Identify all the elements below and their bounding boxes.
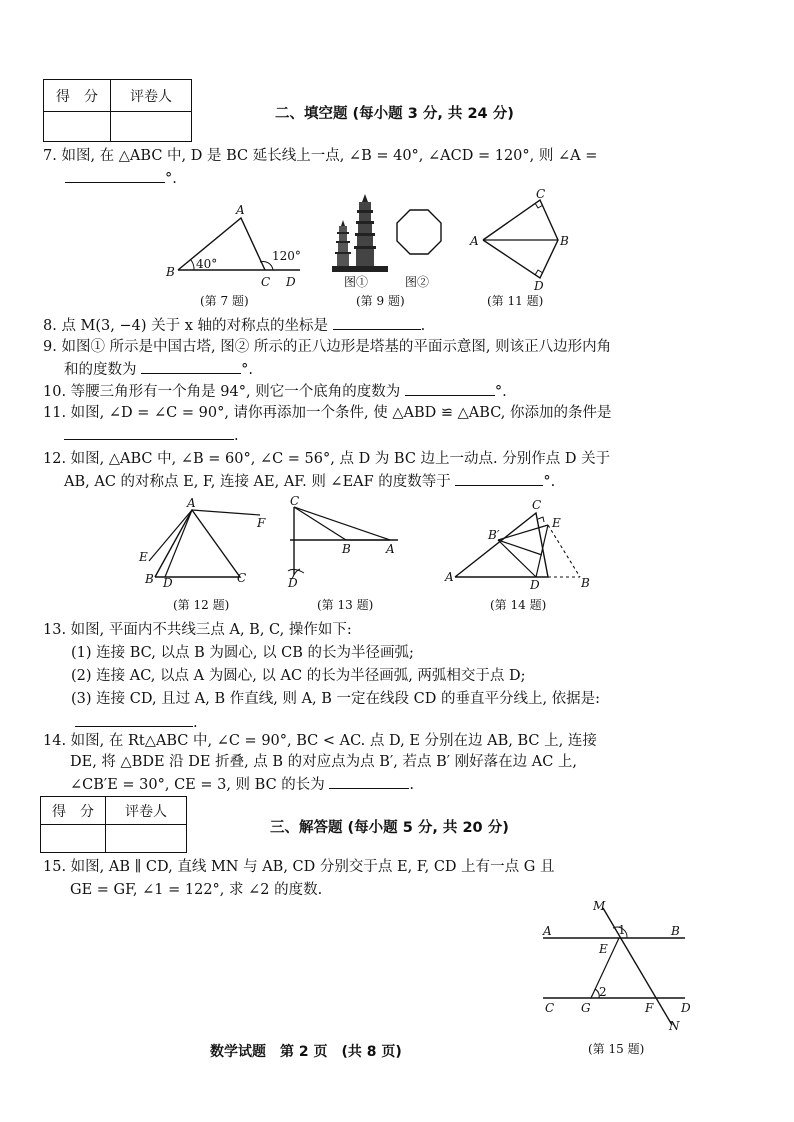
- q15-line1: 15. 如图, AB ∥ CD, 直线 MN 与 AB, CD 分别交于点 E, F, CD 上有一点 G 且: [43, 859, 555, 875]
- fig12-label-a: A: [187, 496, 196, 510]
- fig14-label-d: D: [530, 578, 540, 592]
- q11-answer-blank[interactable]: [64, 425, 234, 440]
- fig14-label-e: E: [552, 516, 561, 530]
- fig12-label-f: F: [257, 516, 266, 530]
- q12-line1: 12. 如图, △ABC 中, ∠B = 60°, ∠C = 56°, 点 D 为 BC 边上一动点. 分别作点 D 关于: [43, 451, 611, 467]
- q7-line2: °.: [65, 168, 177, 189]
- pagoda-illustration: [332, 194, 388, 272]
- fig11-label-a: A: [470, 234, 479, 248]
- fig12-label-c: C: [237, 571, 247, 585]
- q14-answer-blank[interactable]: [329, 774, 409, 789]
- fig9-label2: 图②: [405, 275, 430, 289]
- q13-step1: (1) 连接 BC, 以点 B 为圆心, 以 CB 的长为半径画弧;: [71, 645, 414, 661]
- fig15-label-1: 1: [618, 923, 626, 937]
- fig15-label-g: G: [581, 1001, 591, 1015]
- fig11-caption: (第 11 题): [487, 294, 544, 308]
- q13-line1: 13. 如图, 平面内不共线三点 A, B, C, 操作如下:: [43, 622, 352, 638]
- figure-12: [135, 495, 275, 595]
- score-cell[interactable]: [41, 825, 106, 853]
- fig13-caption: (第 13 题): [317, 598, 374, 612]
- q11-line2: .: [64, 425, 239, 446]
- fig7-label-b: B: [166, 265, 175, 279]
- fig14-label-b: B: [581, 576, 590, 590]
- fig7-angle-b: 40°: [196, 257, 218, 271]
- section2-title: 二、填空题 (每小题 3 分, 共 24 分): [275, 106, 514, 122]
- fig11-label-b: B: [560, 234, 569, 248]
- q12-answer-blank[interactable]: [455, 471, 543, 486]
- fig12-label-e: E: [139, 550, 148, 564]
- score-box-2: [40, 796, 187, 853]
- fig11-label-c: C: [536, 187, 546, 201]
- grader-label: 评卷人: [111, 80, 192, 112]
- q7-answer-blank[interactable]: [65, 168, 165, 183]
- score-label: 得 分: [44, 80, 111, 112]
- q14-line2: DE, 将 △BDE 沿 DE 折叠, 点 B 的对应点为点 B′, 若点 B′ 刚好落在边 AC 上,: [70, 754, 578, 770]
- grader-cell[interactable]: [111, 112, 192, 142]
- figure-11: [465, 187, 575, 293]
- fig15-label-e: E: [599, 942, 608, 956]
- score-label: 得 分: [41, 797, 106, 825]
- fig7-label-d: D: [286, 275, 296, 289]
- q14-line1: 14. 如图, 在 Rt△ABC 中, ∠C = 90°, BC < AC. 点 D, E 分别在边 AB, BC 上, 连接: [43, 733, 597, 749]
- q8-answer-blank[interactable]: [333, 315, 421, 330]
- q13-line5: .: [75, 712, 198, 733]
- figure-15: [535, 900, 695, 1035]
- fig9-label1: 图①: [344, 275, 369, 289]
- fig15-label-f: F: [645, 1001, 654, 1015]
- fig9-caption: (第 9 题): [356, 294, 405, 308]
- fig14-label-a: A: [445, 570, 454, 584]
- q14-line3: ∠CB′E = 30°, CE = 3, 则 BC 的长为 .: [70, 774, 414, 795]
- fig13-label-b: B: [342, 542, 351, 556]
- page-footer: 数学试题 第 2 页 (共 8 页): [210, 1044, 402, 1060]
- fig13-label-a: A: [386, 542, 395, 556]
- fig15-label-n: N: [669, 1019, 680, 1033]
- score-cell[interactable]: [44, 112, 111, 142]
- fig12-label-d: D: [163, 576, 173, 590]
- q9-line1: 9. 如图① 所示是中国古塔, 图② 所示的正八边形是塔基的平面示意图, 则该正八边形内角: [43, 339, 612, 355]
- fig15-label-a: A: [543, 924, 552, 938]
- fig15-label-b: B: [671, 924, 680, 938]
- fig15-label-m: M: [593, 899, 606, 913]
- figure-13: [280, 493, 410, 593]
- figure-7: [160, 200, 310, 295]
- fig13-label-c: C: [290, 494, 300, 508]
- q12-line2: AB, AC 的对称点 E, F, 连接 AE, AF. 则 ∠EAF 的度数等于 °.: [64, 471, 555, 492]
- q13-step2: (2) 连接 AC, 以点 A 为圆心, 以 AC 的长为半径画弧, 两弧相交于点 D;: [71, 668, 526, 684]
- fig15-caption: (第 15 题): [588, 1042, 645, 1056]
- score-box-1: [43, 79, 192, 142]
- q10-line1: 10. 等腰三角形有一个角是 94°, 则它一个底角的度数为 °.: [43, 381, 507, 402]
- grader-label: 评卷人: [106, 797, 187, 825]
- fig15-label-2: 2: [599, 985, 607, 999]
- figure-9: [330, 190, 450, 290]
- fig14-label-bprime: B′: [488, 528, 500, 542]
- fig14-label-c: C: [532, 498, 542, 512]
- q9-answer-blank[interactable]: [141, 359, 241, 374]
- fig7-caption: (第 7 题): [200, 294, 249, 308]
- q9-line2: 和的度数为 °.: [64, 359, 253, 380]
- q11-line1: 11. 如图, ∠D = ∠C = 90°, 请你再添加一个条件, 使 △ABD ≌ △ABC, 你添加的条件是: [43, 405, 612, 421]
- figure-14: [440, 495, 600, 595]
- q13-step3: (3) 连接 CD, 且过 A, B 作直线, 则 A, B 一定在线段 CD 的垂直平分线上, 依据是:: [71, 691, 601, 707]
- fig7-label-a: A: [236, 203, 245, 217]
- q8-line1: 8. 点 M(3, −4) 关于 x 轴的对称点的坐标是 .: [43, 315, 425, 336]
- fig15-label-c: C: [545, 1001, 555, 1015]
- q15-line2: GE = GF, ∠1 = 122°, 求 ∠2 的度数.: [70, 882, 323, 898]
- section3-title: 三、解答题 (每小题 5 分, 共 20 分): [270, 820, 509, 836]
- fig14-caption: (第 14 题): [490, 598, 547, 612]
- fig12-label-b: B: [145, 572, 154, 586]
- fig7-label-c: C: [261, 275, 271, 289]
- fig15-label-d: D: [681, 1001, 691, 1015]
- fig11-label-d: D: [534, 279, 544, 293]
- grader-cell[interactable]: [106, 825, 187, 853]
- q13-answer-blank[interactable]: [75, 712, 193, 727]
- q10-answer-blank[interactable]: [405, 381, 495, 396]
- q7-line1: 7. 如图, 在 △ABC 中, D 是 BC 延长线上一点, ∠B = 40°, ∠ACD = 120°, 则 ∠A =: [43, 148, 598, 164]
- fig13-label-d: D: [288, 576, 298, 590]
- fig12-caption: (第 12 题): [173, 598, 230, 612]
- fig7-angle-c: 120°: [272, 249, 301, 263]
